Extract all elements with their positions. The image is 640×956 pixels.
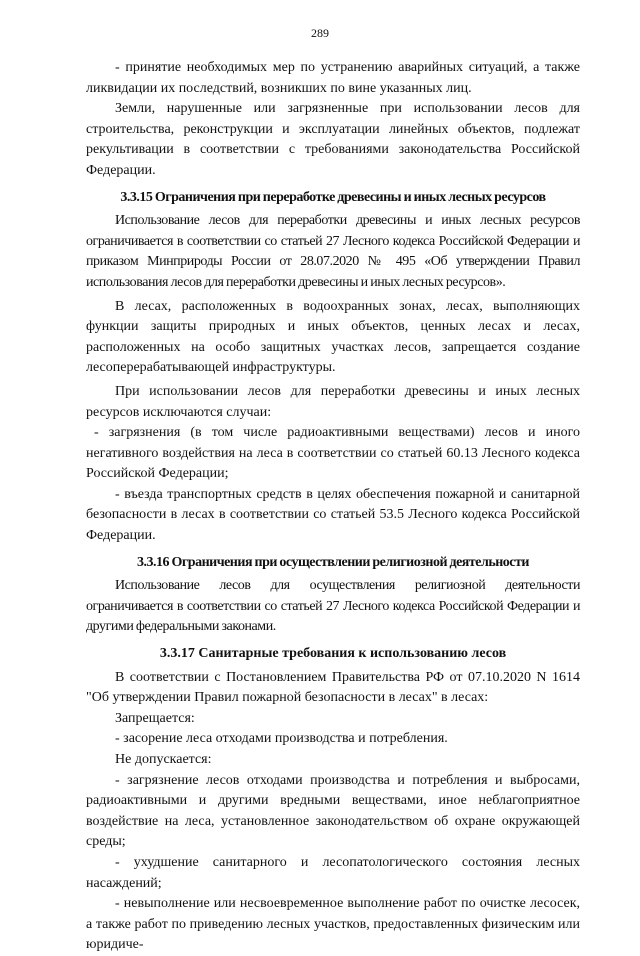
section-heading: 3.3.16 Ограничения при осуществлении религиозной деятельности [137, 554, 529, 570]
list-item: - невыполнение или несвоевременное выполнение работ по очистке лесосек, а также работ по приведению лесных участков, предоставленных физическим или юридиче- [86, 896, 580, 953]
list-item: - засорение леса отходами производства и потребления. [115, 731, 448, 747]
paragraph: Использование лесов для переработки древесины и иных лесных ресурсов ограничивается в соответствии со статьей 27 Лесного кодекса Российской Федерации и приказом Минприроды России от 28.07.2020 № 495 «Об утверждении Правил использования лесов для переработки древесины и иных лесных ресурсов». [86, 213, 580, 290]
list-item: - въезда транспортных средств в целях обеспечения пожарной и санитарной безопасности в лесах в соответствии со статьей 53.5 Лесного кодекса Российской Федерации. [86, 486, 580, 544]
section-heading: 3.3.15 Ограничения при переработке древесины и иных лесных ресурсов [120, 189, 546, 205]
list-item: - загрязнения (в том числе радиоактивными веществами) лесов и иного негативного воздействия на леса в соответствии со статьей 60.13 Лесного кодекса Российской Федерации; [86, 425, 580, 482]
paragraph: Запрещается: [115, 710, 195, 726]
paragraph: Земли, нарушенные или загрязненные при использовании лесов для строительства, реконструкции и эксплуатации линейных объектов, подлежат рекультивации в соответствии с требованиями законодательства Российской Федерации. [86, 101, 580, 178]
paragraph: Не допускается: [115, 752, 212, 767]
paragraph: - принятие необходимых мер по устранению аварийных ситуаций, а также ликвидации их последствий, возникших по вине указанных лиц. [86, 60, 580, 96]
section-heading: 3.3.17 Санитарные требования к использованию лесов [159, 646, 507, 662]
paragraph: При использовании лесов для переработки древесины и иных лесных ресурсов исключаются случаи: [86, 383, 580, 420]
paragraph: Использование лесов для осуществления религиозной деятельности ограничивается в соответствии со статьей 27 Лесного кодекса Российской Федерации и другими федеральными законами. [86, 578, 580, 635]
paragraph: В лесах, расположенных в водоохранных зонах, лесах, выполняющих функции защиты природных и иных объектов, ценных лесах и лесах, расположенных на особо защитных участках лесов, запрещается создание лесоперерабатывающей инфраструктуры. [86, 298, 580, 376]
list-item: - ухудшение санитарного и лесопатологического состояния лесных насаждений; [86, 854, 580, 891]
document-body [86, 58, 580, 956]
page-number: 289 [311, 26, 329, 40]
paragraph: В соответствии с Постановлением Правительства РФ от 07.10.2020 N 1614 "Об утверждении Правил пожарной безопасности в лесах" в лесах: [86, 669, 580, 706]
list-item: - загрязнение лесов отходами производства и потребления и выбросами, радиоактивными и другими вредными веществами, иное неблагоприятное воздействие на леса, установленное законодательством об охране окружающей среды; [86, 772, 580, 850]
